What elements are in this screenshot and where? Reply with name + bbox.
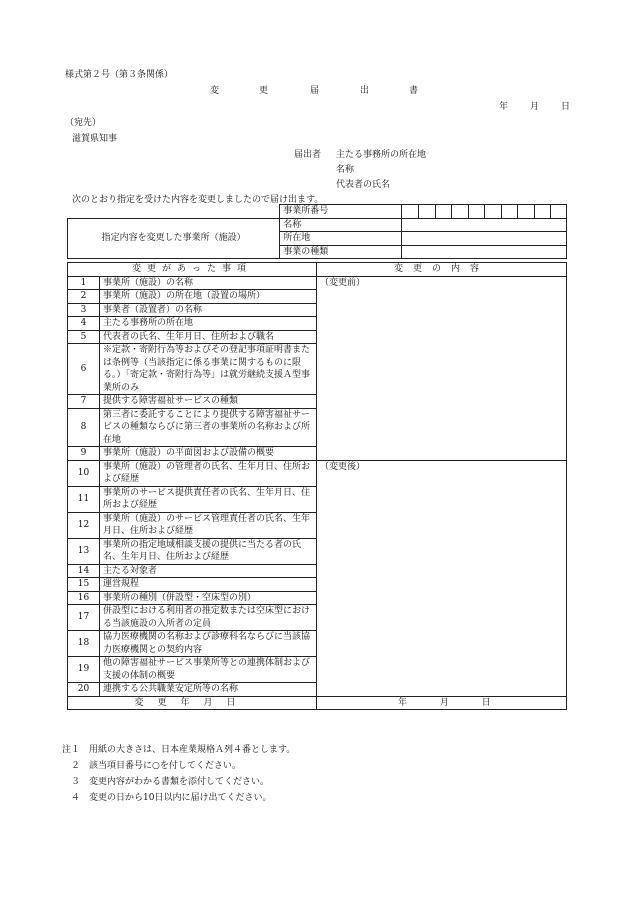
item-text: 連携する公共職業安定所等の名称: [100, 683, 317, 697]
office-number-digit[interactable]: [402, 205, 419, 219]
item-text: ※定款・寄附行為等およびその登記事項証明書または条例等（当該指定に係る事業に関するものに限る。）「寄定款・寄附行為等」は就労継続支援Ａ型事業所のみ: [100, 344, 317, 395]
title-char: 更: [259, 86, 269, 96]
item-number[interactable]: 15: [68, 578, 100, 592]
applicant-office-address: 主たる事務所の所在地: [336, 150, 427, 160]
office-address-field[interactable]: [402, 232, 567, 246]
applicant-representative: 代表者の氏名: [336, 180, 391, 190]
blank-cell: [68, 205, 280, 219]
label-office-address: 所在地: [280, 232, 402, 246]
item-number[interactable]: 6: [68, 344, 100, 395]
note-item: ４ 変更の日から10日以内に届け出てください。: [62, 793, 272, 803]
item-number[interactable]: 17: [68, 605, 100, 631]
change-items-table: [67, 262, 567, 710]
office-number-digit[interactable]: [468, 205, 485, 219]
item-number[interactable]: 10: [68, 460, 100, 486]
office-number-digit[interactable]: [418, 205, 435, 219]
note-item: ２ 該当項目番号に○を付してください。: [62, 761, 241, 771]
item-text: 主たる対象者: [100, 564, 317, 578]
item-number[interactable]: 1: [68, 276, 100, 290]
item-text: 提供する障害福祉サービスの種類: [100, 395, 317, 409]
change-date-field[interactable]: [317, 696, 567, 710]
item-number[interactable]: 3: [68, 303, 100, 317]
item-text: 主たる事務所の所在地: [100, 317, 317, 331]
item-text: 協力医療機関の名称および診療科名ならびに当該協力医療機関との契約内容: [100, 631, 317, 657]
title-char: 出: [360, 86, 370, 96]
item-text: 第三者に委託することにより提供する障害福祉サービスの種類ならびに第三者の事業所の名称および所在地: [100, 408, 317, 447]
item-number[interactable]: 7: [68, 395, 100, 409]
item-text: 事業所（施設）の所在地（設置の場所）: [100, 290, 317, 304]
item-text: 他の障害福祉サービス事業所等との連携体制および支援の体制の概要: [100, 657, 317, 683]
date-day: 日: [561, 102, 571, 112]
office-number-digit[interactable]: [551, 205, 567, 219]
item-number[interactable]: 18: [68, 631, 100, 657]
office-number-digit[interactable]: [485, 205, 502, 219]
label-business-type: 事業の種類: [280, 245, 402, 259]
item-text: 事業所のサービス提供責任者の氏名、生年月日、住所および経歴: [100, 486, 317, 512]
item-number[interactable]: 16: [68, 591, 100, 605]
change-date-label: 変更年月日: [68, 696, 317, 710]
change-date-day: 日: [481, 697, 491, 708]
item-text: 事業所の指定地域相談支援の提供に当たる者の氏名、生年月日、住所および経歴: [100, 538, 317, 564]
title-char: 変: [210, 86, 220, 96]
item-text: 事業所の種別（併設型・空床型の別）: [100, 591, 317, 605]
document-title: [0, 83, 630, 97]
office-number-digit[interactable]: [501, 205, 518, 219]
date-month: 月: [530, 102, 540, 112]
item-text: 事業所（施設）の管理者の氏名、生年月日、住所および経歴: [100, 460, 317, 486]
office-number-digit[interactable]: [518, 205, 535, 219]
note-item: 注１ 用紙の大きさは、日本産業規格Ａ列４番とします。: [62, 745, 296, 755]
item-number[interactable]: 11: [68, 486, 100, 512]
header-changed-items: 変更があった事項: [68, 263, 317, 277]
item-text: 事業者（設置者）の名称: [100, 303, 317, 317]
change-date-year: 年: [398, 697, 408, 708]
before-change-field[interactable]: [317, 276, 567, 460]
label-office-name: 名称: [280, 218, 402, 232]
office-table: [67, 204, 567, 259]
item-text: 事業所（施設）の名称: [100, 276, 317, 290]
submission-date: [0, 99, 630, 113]
intro-text: 次のとおり指定を受けた内容を変更しましたので届け出ます。: [72, 195, 324, 205]
item-number[interactable]: 2: [68, 290, 100, 304]
label-office-number: 事業所番号: [280, 205, 402, 219]
office-number-digit[interactable]: [435, 205, 452, 219]
after-label: （変更後）: [320, 461, 366, 472]
change-date-month: 月: [439, 697, 449, 708]
office-name-field[interactable]: [402, 218, 567, 232]
item-number[interactable]: 12: [68, 512, 100, 538]
item-number[interactable]: 8: [68, 408, 100, 447]
before-label: （変更前）: [320, 277, 366, 288]
office-number-digit[interactable]: [534, 205, 551, 219]
item-number[interactable]: 14: [68, 564, 100, 578]
addressee: 滋賀県知事: [72, 134, 118, 144]
item-text: 併設型における利用者の推定数または空床型における当該施設の入所者の定員: [100, 605, 317, 631]
item-number[interactable]: 4: [68, 317, 100, 331]
item-text: 代表者の氏名、生年月日、住所および職名: [100, 330, 317, 344]
item-text: 運営規程: [100, 578, 317, 592]
item-number[interactable]: 20: [68, 683, 100, 697]
item-text: 事業所（施設）のサービス管理責任者の氏名、生年月日、住所および経歴: [100, 512, 317, 538]
changed-office-label: 指定内容を変更した事業所（施設）: [68, 218, 280, 259]
title-char: 届: [310, 86, 320, 96]
applicant-label: 届出者: [294, 150, 322, 160]
note-item: ３ 変更内容がわかる書類を添付してください。: [62, 777, 270, 787]
item-number[interactable]: 9: [68, 447, 100, 461]
after-change-field[interactable]: [317, 460, 567, 696]
header-change-content: 変更の内容: [317, 263, 567, 277]
addressee-label: （宛先）: [65, 118, 102, 128]
item-number[interactable]: 19: [68, 657, 100, 683]
applicant-name: 名称: [336, 165, 355, 175]
item-text: 事業所（施設）の平面図および設備の概要: [100, 447, 317, 461]
title-char: 書: [409, 86, 419, 96]
office-number-digit[interactable]: [452, 205, 469, 219]
item-number[interactable]: 13: [68, 538, 100, 564]
business-type-field[interactable]: [402, 245, 567, 259]
item-number[interactable]: 5: [68, 330, 100, 344]
date-year: 年: [499, 102, 509, 112]
form-number: 様式第２号（第３条関係）: [65, 70, 174, 80]
